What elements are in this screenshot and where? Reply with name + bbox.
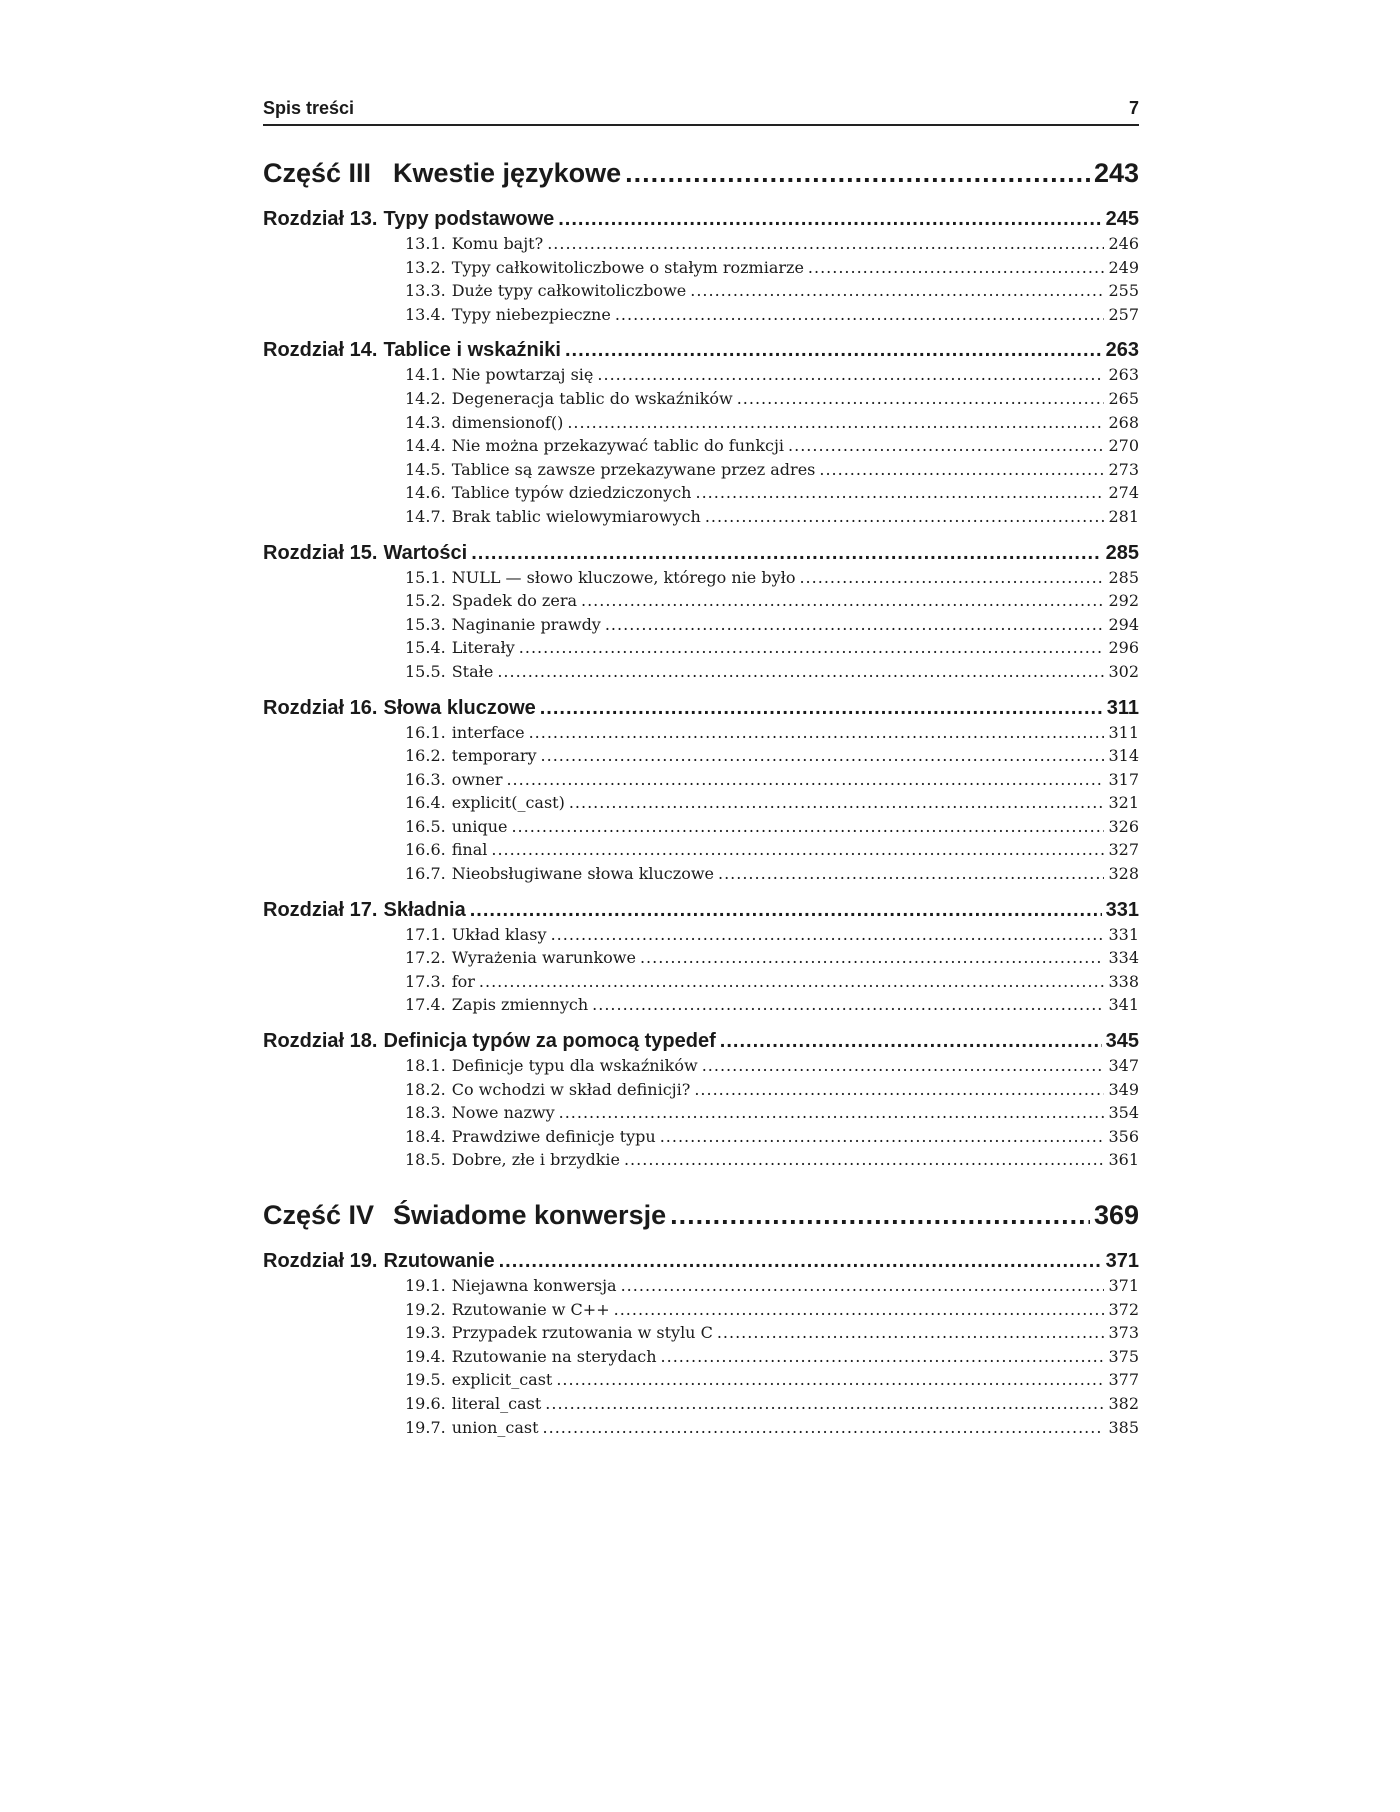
chapter-label: Rozdział 14. [263, 339, 378, 362]
section-title: Nowe nazwy [451, 1103, 555, 1123]
section-title: Typy niebezpieczne [451, 304, 611, 324]
section-page-number: 246 [1108, 234, 1139, 253]
section-entry[interactable] [263, 948, 1139, 972]
section-title: Naginanie prawdy [451, 614, 601, 634]
section-entry[interactable] [263, 793, 1139, 817]
section-title: interface [451, 722, 525, 742]
leader-dots [551, 925, 1105, 944]
running-header [263, 98, 1139, 126]
section-page-number: 317 [1108, 769, 1139, 789]
section-entry[interactable] [263, 483, 1139, 507]
leader-dots [499, 1250, 1102, 1273]
leader-dots [705, 507, 1105, 526]
section-entry[interactable] [263, 770, 1139, 794]
section-page-number: 257 [1108, 304, 1139, 324]
section-page-number: 354 [1108, 1103, 1139, 1123]
section-title: Co wchodzi w skład definicji? [451, 1079, 691, 1099]
leader-dots [615, 305, 1105, 324]
section-title: Literały [451, 638, 515, 658]
leader-dots [640, 948, 1104, 967]
section-number: 17.3. [405, 971, 446, 991]
section-number: 17.4. [405, 995, 446, 1015]
section-title: Tablice typów dziedziczonych [451, 483, 692, 503]
section-number: 19.3. [405, 1323, 446, 1343]
section-title: Spadek do zera [451, 591, 577, 611]
section-number: 18.1. [405, 1056, 446, 1076]
section-page-number: 373 [1108, 1323, 1139, 1343]
section-entry[interactable] [263, 972, 1139, 996]
part-page-number: 243 [1093, 158, 1139, 188]
section-entry[interactable] [263, 1323, 1139, 1347]
section-entry[interactable] [263, 365, 1139, 389]
chapter-label: Rozdział 16. [263, 696, 378, 719]
section-entry[interactable] [263, 840, 1139, 864]
section-title: owner [451, 769, 503, 789]
leader-dots [545, 1394, 1104, 1413]
chapter-label: Rozdział 15. [263, 541, 378, 564]
leader-dots [695, 483, 1104, 502]
part-heading[interactable] [263, 1200, 1139, 1244]
section-entry[interactable] [263, 413, 1139, 437]
leader-dots [569, 793, 1105, 812]
chapter-heading[interactable] [263, 208, 1139, 234]
chapter-label: Rozdział 17. [263, 898, 378, 921]
section-page-number: 294 [1108, 614, 1139, 634]
section-entry[interactable] [263, 1300, 1139, 1324]
section-entry[interactable] [263, 1127, 1139, 1151]
section-page-number: 255 [1108, 281, 1139, 301]
section-title: Niejawna konwersja [451, 1276, 617, 1295]
leader-dots [808, 258, 1105, 277]
section-number: 16.4. [405, 793, 446, 813]
leader-dots [788, 436, 1104, 455]
section-number: 16.1. [405, 722, 446, 742]
leader-dots [702, 1056, 1105, 1075]
section-title: dimensionof() [451, 412, 564, 432]
section-page-number: 338 [1108, 971, 1139, 991]
section-number: 16.2. [405, 746, 446, 766]
chapter-heading[interactable] [263, 697, 1139, 723]
section-page-number: 371 [1108, 1276, 1139, 1295]
section-page-number: 302 [1108, 661, 1139, 681]
leader-dots [470, 899, 1102, 922]
section-page-number: 311 [1108, 722, 1139, 742]
section-entry[interactable] [263, 995, 1139, 1019]
chapter-heading[interactable] [263, 899, 1139, 925]
part-label: Część IV [263, 1200, 375, 1230]
leader-dots [519, 638, 1105, 657]
leader-dots [567, 413, 1104, 432]
chapter-title: Tablice i wskaźniki [383, 339, 561, 362]
chapter-heading[interactable] [263, 542, 1139, 568]
section-entry[interactable] [263, 591, 1139, 615]
section-title: Stałe [451, 661, 494, 681]
leader-dots [491, 840, 1104, 859]
part-label: Część III [263, 158, 372, 188]
section-title: explicit_cast [451, 1370, 553, 1390]
section-page-number: 334 [1108, 948, 1139, 968]
leader-dots [592, 995, 1104, 1014]
section-page-number: 314 [1108, 746, 1139, 766]
leader-dots [661, 1347, 1105, 1366]
section-page-number: 377 [1108, 1370, 1139, 1390]
section-number: 14.1. [405, 365, 446, 385]
leader-dots [559, 1103, 1105, 1122]
section-page-number: 285 [1108, 567, 1139, 587]
section-title: Degeneracja tablic do wskaźników [451, 388, 733, 408]
section-title: NULL — słowo kluczowe, którego nie było [451, 567, 796, 587]
section-title: Nie powtarzaj się [451, 365, 594, 385]
leader-dots [479, 972, 1105, 991]
section-page-number: 361 [1108, 1150, 1139, 1170]
section-number: 18.5. [405, 1150, 446, 1170]
chapter-page-number: 245 [1105, 208, 1139, 230]
chapter-title: Rzutowanie [383, 1250, 495, 1272]
section-number: 19.2. [405, 1299, 446, 1319]
section-title: union_cast [451, 1417, 539, 1437]
table-of-contents [263, 158, 1139, 1441]
section-number: 14.3. [405, 412, 446, 432]
section-page-number: 331 [1108, 924, 1139, 944]
section-number: 18.3. [405, 1103, 446, 1123]
section-page-number: 281 [1108, 506, 1139, 526]
leader-dots [690, 281, 1104, 300]
section-title: for [451, 971, 475, 991]
section-entry[interactable] [263, 460, 1139, 484]
leader-dots [720, 1030, 1102, 1053]
section-page-number: 321 [1108, 793, 1139, 813]
chapter-page-number: 285 [1105, 541, 1139, 564]
section-entry[interactable] [263, 615, 1139, 639]
section-page-number: 385 [1108, 1417, 1139, 1437]
section-number: 15.5. [405, 661, 446, 681]
section-entry[interactable] [263, 723, 1139, 747]
section-entry[interactable] [263, 746, 1139, 770]
section-entry[interactable] [263, 281, 1139, 305]
leader-dots [540, 697, 1103, 720]
section-page-number: 372 [1108, 1299, 1139, 1319]
chapter-heading[interactable] [263, 339, 1139, 365]
section-title: final [451, 840, 488, 860]
chapter-title: Wartości [383, 541, 468, 564]
section-entry[interactable] [263, 1418, 1139, 1442]
section-number: 14.6. [405, 483, 446, 503]
leader-dots [506, 770, 1104, 789]
section-page-number: 249 [1108, 257, 1139, 277]
leader-dots [471, 542, 1101, 565]
chapter-title: Definicja typów za pomocą typedef [383, 1030, 716, 1053]
section-page-number: 274 [1108, 483, 1139, 503]
section-entry[interactable] [263, 305, 1139, 329]
section-page-number: 326 [1108, 816, 1139, 836]
section-title: Nieobsługiwane słowa kluczowe [451, 864, 714, 884]
section-number: 19.1. [405, 1276, 446, 1295]
leader-dots [565, 339, 1102, 362]
section-title: Rzutowanie na sterydach [451, 1346, 657, 1366]
section-title: Typy całkowitoliczbowe o stałym rozmiarze [451, 257, 804, 277]
section-entry[interactable] [263, 568, 1139, 592]
section-title: Przypadek rzutowania w stylu C [451, 1323, 713, 1343]
section-entry[interactable] [263, 1394, 1139, 1418]
section-entry[interactable] [263, 258, 1139, 282]
section-number: 15.3. [405, 614, 446, 634]
section-entry[interactable] [263, 436, 1139, 460]
leader-dots [737, 389, 1105, 408]
section-number: 19.4. [405, 1346, 446, 1366]
section-number: 13.4. [405, 304, 446, 324]
leader-dots [556, 1370, 1104, 1389]
section-entry[interactable] [263, 864, 1139, 888]
leader-dots [625, 158, 1090, 189]
section-entry[interactable] [263, 662, 1139, 686]
section-page-number: 375 [1108, 1346, 1139, 1366]
section-page-number: 296 [1108, 638, 1139, 658]
section-page-number: 347 [1108, 1056, 1139, 1076]
section-number: 17.2. [405, 948, 446, 968]
leader-dots [581, 591, 1104, 610]
chapter-page-number: 345 [1105, 1030, 1139, 1053]
section-page-number: 270 [1108, 436, 1139, 456]
chapter-heading[interactable] [263, 1250, 1139, 1276]
header-title: Spis treści [263, 98, 355, 118]
section-number: 16.7. [405, 864, 446, 884]
section-title: Nie można przekazywać tablic do funkcji [451, 436, 785, 456]
section-title: Rzutowanie w C++ [451, 1299, 610, 1319]
section-number: 18.2. [405, 1079, 446, 1099]
leader-dots [605, 615, 1105, 634]
section-page-number: 265 [1108, 388, 1139, 408]
section-entry[interactable] [263, 1347, 1139, 1371]
section-number: 16.5. [405, 816, 446, 836]
leader-dots [819, 460, 1104, 479]
section-page-number: 263 [1108, 365, 1139, 385]
section-title: Komu bajt? [451, 234, 544, 253]
section-title: unique [451, 816, 508, 836]
section-number: 19.6. [405, 1393, 446, 1413]
part-title: Świadome konwersje [393, 1200, 667, 1230]
section-title: Duże typy całkowitoliczbowe [451, 281, 687, 301]
chapter-title: Składnia [383, 898, 466, 921]
section-entry[interactable] [263, 1103, 1139, 1127]
section-number: 15.2. [405, 591, 446, 611]
leader-dots [547, 234, 1104, 253]
leader-dots [718, 864, 1104, 883]
section-entry[interactable] [263, 925, 1139, 949]
section-entry[interactable] [263, 1150, 1139, 1174]
leader-dots [597, 365, 1104, 384]
section-number: 15.1. [405, 567, 446, 587]
section-title: temporary [451, 746, 537, 766]
section-title: Zapis zmiennych [451, 995, 589, 1015]
leader-dots [670, 1200, 1090, 1231]
chapter-heading[interactable] [263, 1030, 1139, 1056]
chapter-page-number: 311 [1106, 696, 1139, 719]
leader-dots [717, 1323, 1105, 1342]
section-number: 19.5. [405, 1370, 446, 1390]
section-page-number: 349 [1108, 1079, 1139, 1099]
chapter-page-number: 263 [1105, 339, 1139, 362]
leader-dots [694, 1080, 1104, 1099]
chapter-page-number: 371 [1105, 1250, 1139, 1272]
leader-dots [541, 746, 1105, 765]
section-number: 18.4. [405, 1126, 446, 1146]
leader-dots [529, 723, 1105, 742]
section-entry[interactable] [263, 1276, 1139, 1300]
section-title: Prawdziwe definicje typu [451, 1126, 656, 1146]
part-title: Kwestie językowe [393, 158, 622, 188]
section-page-number: 292 [1108, 591, 1139, 611]
section-number: 19.7. [405, 1417, 446, 1437]
section-page-number: 273 [1108, 459, 1139, 479]
leader-dots [799, 568, 1104, 587]
chapter-label: Rozdział 19. [263, 1250, 378, 1272]
chapter-label: Rozdział 18. [263, 1030, 378, 1053]
section-title: Dobre, złe i brzydkie [451, 1150, 620, 1170]
section-entry[interactable] [263, 1056, 1139, 1080]
section-title: Definicje typu dla wskaźników [451, 1056, 698, 1076]
section-page-number: 356 [1108, 1126, 1139, 1146]
section-number: 13.2. [405, 257, 446, 277]
leader-dots [621, 1276, 1105, 1295]
section-number: 13.1. [405, 234, 446, 253]
section-number: 16.3. [405, 769, 446, 789]
chapter-page-number: 331 [1105, 898, 1139, 921]
leader-dots [624, 1150, 1104, 1169]
section-page-number: 382 [1108, 1393, 1139, 1413]
section-title: Brak tablic wielowymiarowych [451, 506, 701, 526]
section-number: 14.4. [405, 436, 446, 456]
section-entry[interactable] [263, 389, 1139, 413]
header-page-number: 7 [1128, 98, 1139, 118]
leader-dots [660, 1127, 1105, 1146]
section-number: 14.7. [405, 506, 446, 526]
leader-dots [558, 208, 1101, 231]
section-title: explicit(_cast) [451, 793, 565, 813]
section-title: Układ klasy [451, 924, 547, 944]
section-entry[interactable] [263, 638, 1139, 662]
leader-dots [511, 817, 1104, 836]
chapter-title: Typy podstawowe [383, 208, 555, 230]
section-page-number: 327 [1108, 840, 1139, 860]
section-entry[interactable] [263, 817, 1139, 841]
section-page-number: 328 [1108, 864, 1139, 884]
section-page-number: 268 [1108, 412, 1139, 432]
section-entry[interactable] [263, 234, 1139, 258]
leader-dots [497, 662, 1104, 681]
section-title: Tablice są zawsze przekazywane przez adres [451, 459, 816, 479]
leader-dots [543, 1418, 1105, 1437]
section-title: Wyrażenia warunkowe [451, 948, 636, 968]
chapter-title: Słowa kluczowe [383, 696, 536, 719]
section-number: 13.3. [405, 281, 446, 301]
part-page-number: 369 [1093, 1200, 1139, 1230]
section-number: 16.6. [405, 840, 446, 860]
section-number: 15.4. [405, 638, 446, 658]
part-heading[interactable] [263, 158, 1139, 202]
section-entry[interactable] [263, 1370, 1139, 1394]
chapter-label: Rozdział 13. [263, 208, 378, 230]
section-page-number: 341 [1108, 995, 1139, 1015]
section-number: 17.1. [405, 924, 446, 944]
section-entry[interactable] [263, 507, 1139, 531]
section-number: 14.2. [405, 388, 446, 408]
leader-dots [614, 1300, 1105, 1319]
section-title: literal_cast [451, 1393, 542, 1413]
section-entry[interactable] [263, 1080, 1139, 1104]
section-number: 14.5. [405, 459, 446, 479]
